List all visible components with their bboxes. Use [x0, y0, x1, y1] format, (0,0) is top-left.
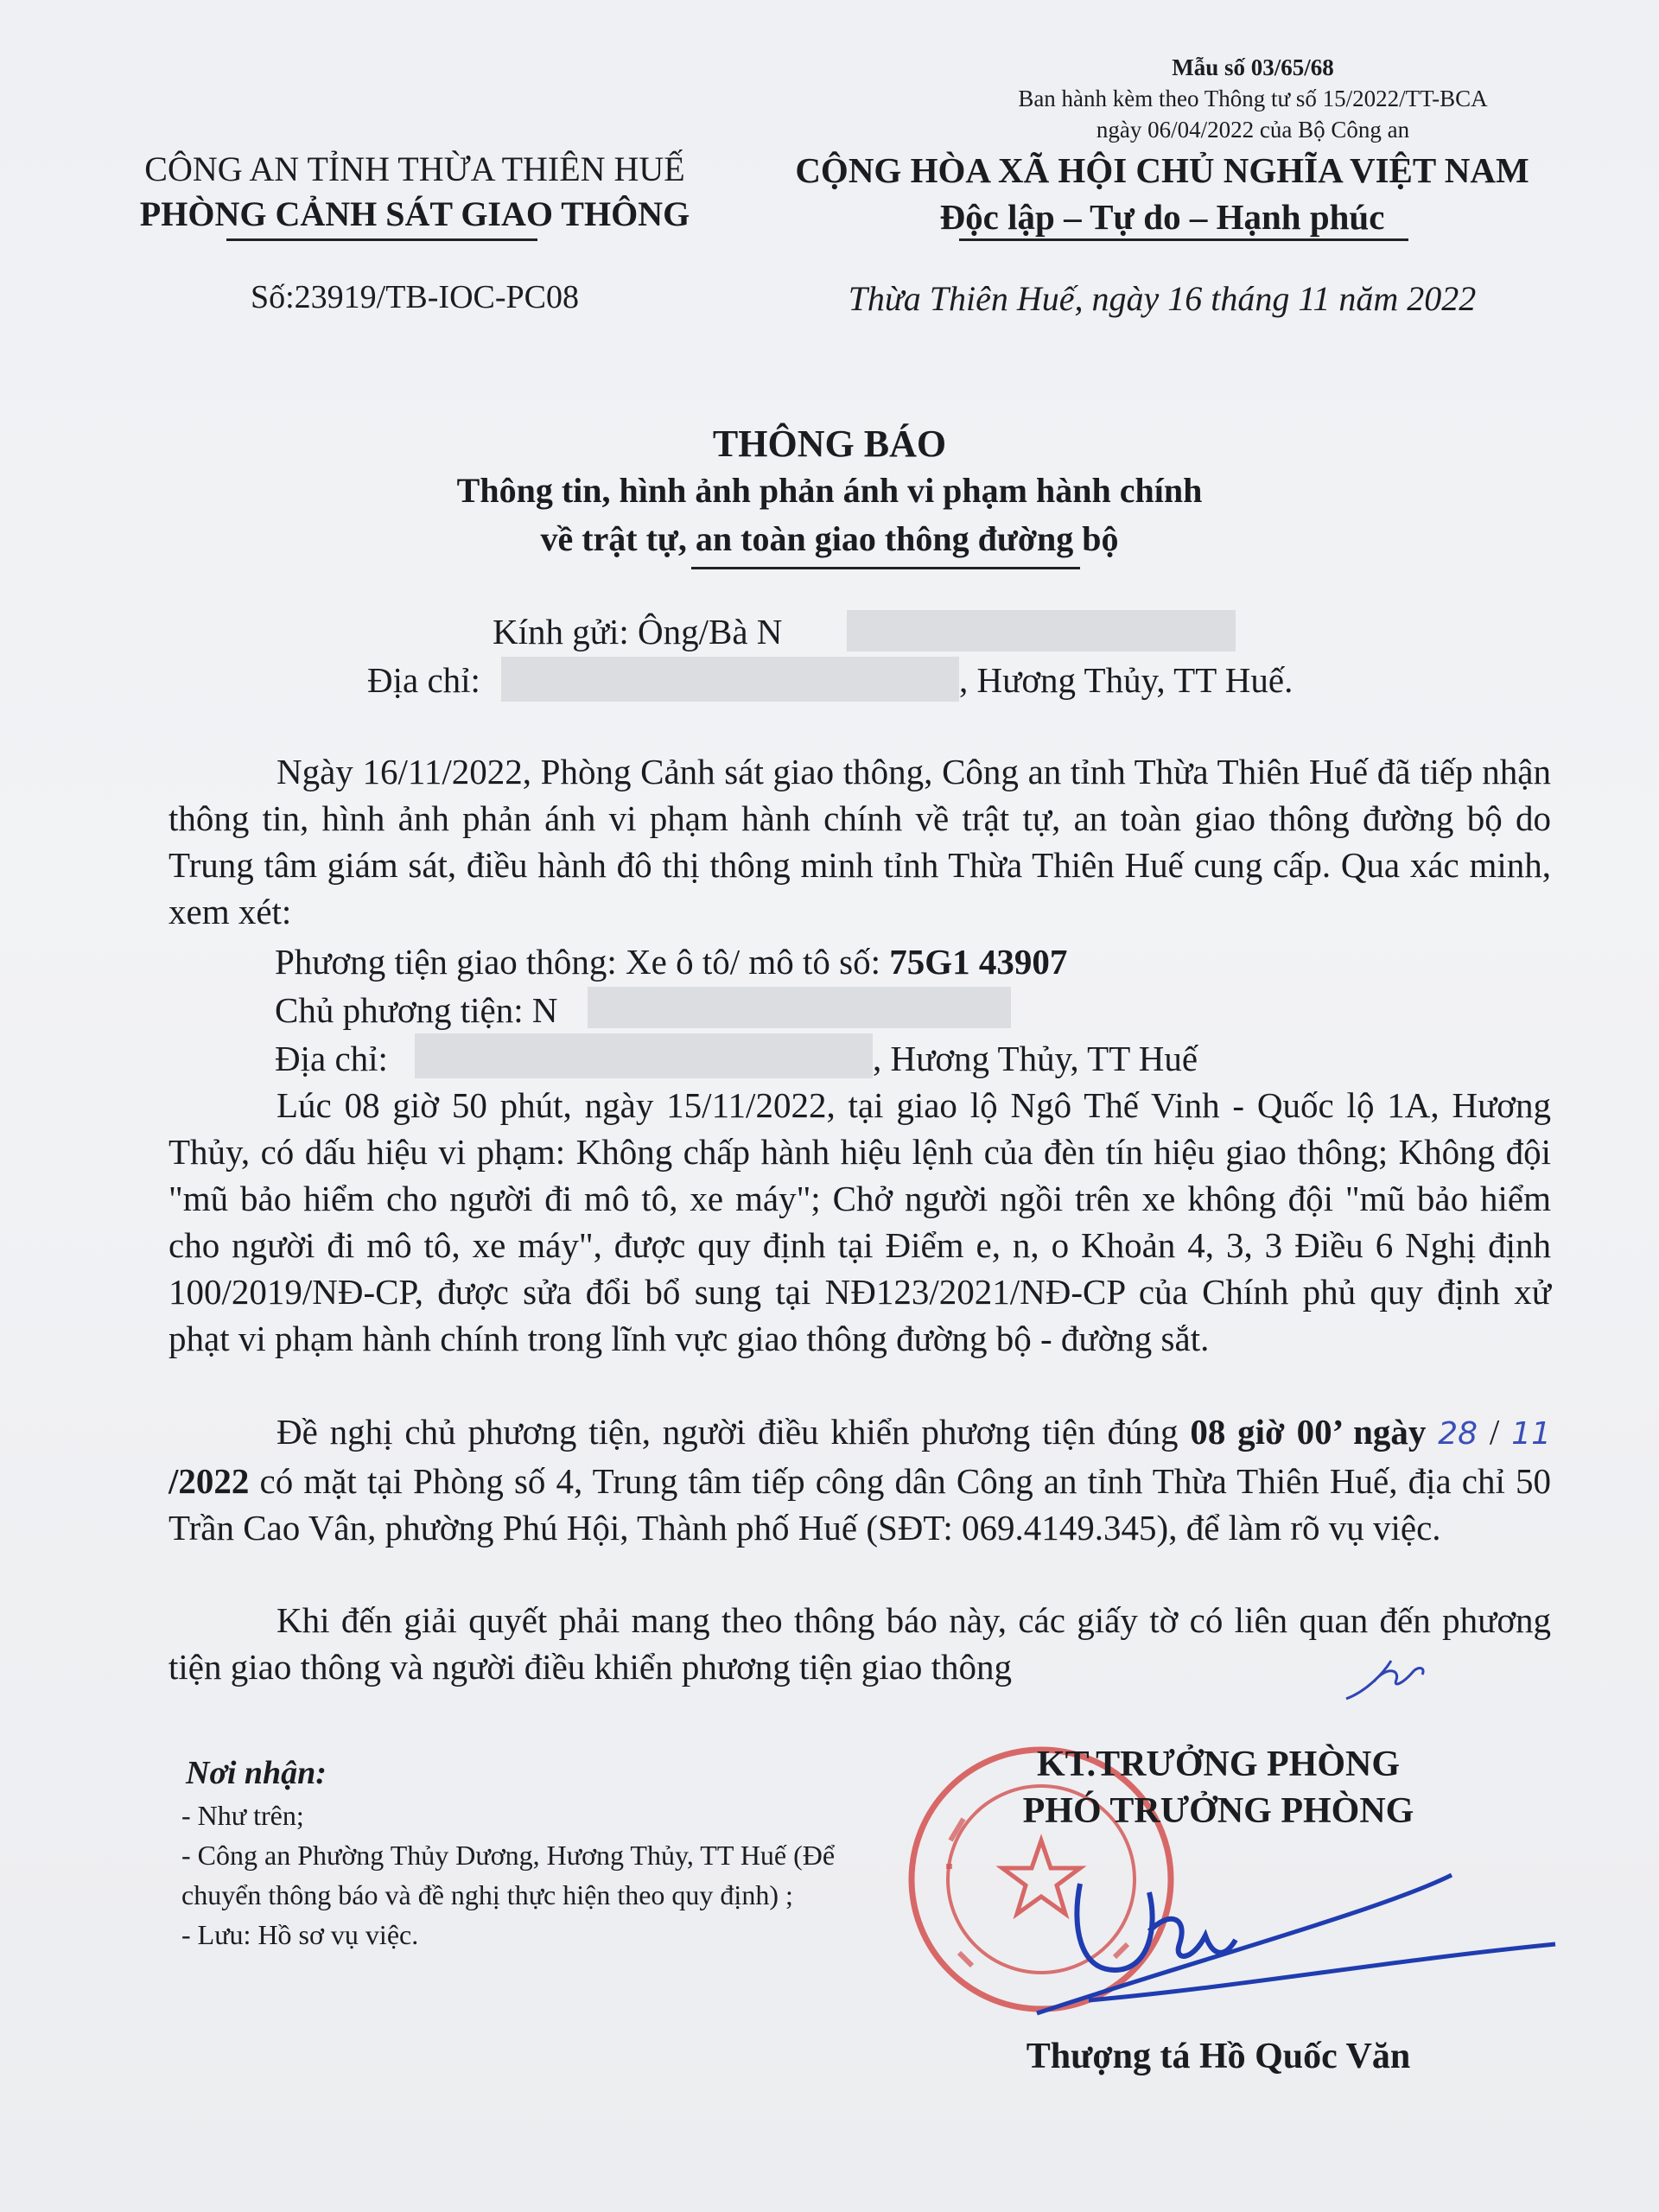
issued-date: ngày 06/04/2022 của Bộ Công an — [1096, 117, 1410, 143]
license-plate: 75G1 43907 — [889, 942, 1068, 982]
nation-line-2: Độc lập – Tự do – Hạnh phúc — [939, 197, 1385, 237]
recipient-item: - Công an Phường Thủy Dương, Hương Thủy, TT Huế (Để chuyển thông báo và đề nghị thực hiện theo quy định) ; — [181, 1840, 836, 1910]
form-reference — [950, 52, 1555, 145]
signature-role-1: KT.TRƯỞNG PHÒNG — [1037, 1745, 1400, 1784]
document-title: THÔNG BÁO — [712, 423, 947, 465]
recipients-list — [181, 1796, 838, 1955]
owner-address-tail: , Hương Thủy, TT Huế — [873, 1039, 1198, 1078]
owner-address-label: Địa chỉ: — [275, 1039, 388, 1078]
summons-text-a: Đề nghị chủ phương tiện, người điều khiển phương tiện đúng — [276, 1412, 1191, 1452]
vehicle-label: Phương tiện giao thông: Xe ô tô/ mô tô số: — [275, 942, 890, 982]
national-motto — [752, 147, 1573, 240]
address-line — [367, 657, 480, 703]
paragraph-summons: Đề nghị chủ phương tiện, người điều khiển phương tiện đúng 08 giờ 00’ ngày 28 / 11 /2022 có mặt tại Phòng số 4, Trung tâm tiếp công dân Công an tỉnh Thừa Thiên Huế, địa chỉ 50 Trần Cao Vân, phường Phú Hội, Thành phố Huế (SĐT: 069.4149.345), để làm rõ vụ việc. — [168, 1412, 1551, 1548]
handwritten-day: 28 — [1438, 1416, 1478, 1452]
agency-underline — [226, 238, 537, 241]
recipient-item: - Lưu: Hồ sơ vụ việc. — [181, 1919, 419, 1950]
paragraph-violation: Lúc 08 giờ 50 phút, ngày 15/11/2022, tại giao lộ Ngô Thế Vinh - Quốc lộ 1A, Hương Thủy, có dấu hiệu vi phạm: Không chấp hành hiệu lệnh của đèn tín hiệu giao thông; Không đội "mũ bảo hiểm cho người đi mô tô, xe máy"; Chở người ngồi trên xe không đội "mũ bảo hiểm cho người đi mô tô, xe máy", được quy định tại Điểm e, n, o Khoản 4, 3, 3 Điều 6 Nghị định 100/2019/NĐ-CP, được sửa đổi bổ sung tại NĐ123/2021/NĐ-CP của Chính phủ quy định xử phạt vi phạm hành chính trong lĩnh vực giao thông đường bộ - đường sắt. — [168, 1085, 1551, 1358]
redacted-owner-address — [415, 1033, 873, 1078]
handwritten-initial-icon — [1339, 1649, 1434, 1709]
signer-name: Thượng tá Hồ Quốc Văn — [1026, 2037, 1411, 2076]
summons-text-b: có mặt tại Phòng số 4, Trung tâm tiếp công dân Công an tỉnh Thừa Thiên Huế, địa chỉ 50 Trần Cao Vân, phường Phú Hội, Thành phố Huế (SĐT: 069.4149.345), để làm rõ vụ việc. — [168, 1461, 1551, 1548]
redacted-owner — [588, 987, 1011, 1028]
document-subtitle-1: Thông tin, hình ảnh phản ánh vi phạm hành chính — [456, 471, 1203, 510]
redacted-name — [847, 610, 1236, 652]
agency-line-2: PHÒNG CẢNH SÁT GIAO THÔNG — [139, 194, 690, 233]
document-subtitle-2: về trật tự, an toàn giao thông đường bộ — [540, 519, 1119, 558]
address-label: Địa chỉ: — [367, 660, 480, 700]
recipient-item: - Như trên; — [181, 1800, 304, 1831]
paragraph-intro: Ngày 16/11/2022, Phòng Cảnh sát giao thông, Công an tỉnh Thừa Thiên Huế đã tiếp nhận thông tin, hình ảnh phản ánh vi phạm hành chính về trật tự, an toàn giao thông đường bộ do Trung tâm giám sát, điều hành đô thị thông minh tỉnh Thừa Thiên Huế cung cấp. Qua xác minh, xem xét: — [168, 752, 1551, 931]
agency-block — [95, 147, 734, 237]
handwritten-signature-icon — [1020, 1849, 1573, 2022]
summons-time: 08 giờ 00’ ngày — [1190, 1412, 1427, 1452]
vehicle-line — [275, 938, 1067, 985]
place-date: Thừa Thiên Huế, ngày 16 tháng 11 năm 2022 — [848, 279, 1477, 318]
summons-year: /2022 — [168, 1461, 250, 1501]
issued-with: Ban hành kèm theo Thông tư số 15/2022/TT-BCA — [1018, 86, 1488, 111]
owner-label: Chủ phương tiện: N — [275, 990, 558, 1030]
agency-line-1: CÔNG AN TỈNH THỪA THIÊN HUẾ — [144, 149, 685, 188]
recipient-label: Kính gửi: Ông/Bà N — [493, 612, 783, 652]
nation-underline — [959, 238, 1408, 241]
owner-address-line — [275, 1035, 388, 1082]
address-tail: , Hương Thủy, TT Huế. — [959, 660, 1294, 700]
form-number: Mẫu số 03/65/68 — [1172, 54, 1334, 80]
document-number: Số:23919/TB-IOC-PC08 — [250, 279, 580, 315]
paragraph-documents: Khi đến giải quyết phải mang theo thông báo này, các giấy tờ có liên quan đến phương tiện giao thông và người điều khiển phương tiện giao thông — [168, 1600, 1551, 1687]
nation-line-1: CỘNG HÒA XÃ HỘI CHỦ NGHĨA VIỆT NAM — [795, 150, 1529, 190]
recipient-line — [493, 608, 782, 655]
redacted-address — [501, 657, 959, 702]
recipients-title: Nơi nhận: — [186, 1755, 327, 1791]
handwritten-month: 11 — [1511, 1416, 1551, 1452]
title-underline — [691, 567, 1080, 569]
signature-role-2: PHÓ TRƯỞNG PHÒNG — [1022, 1791, 1414, 1831]
owner-line — [275, 987, 557, 1033]
